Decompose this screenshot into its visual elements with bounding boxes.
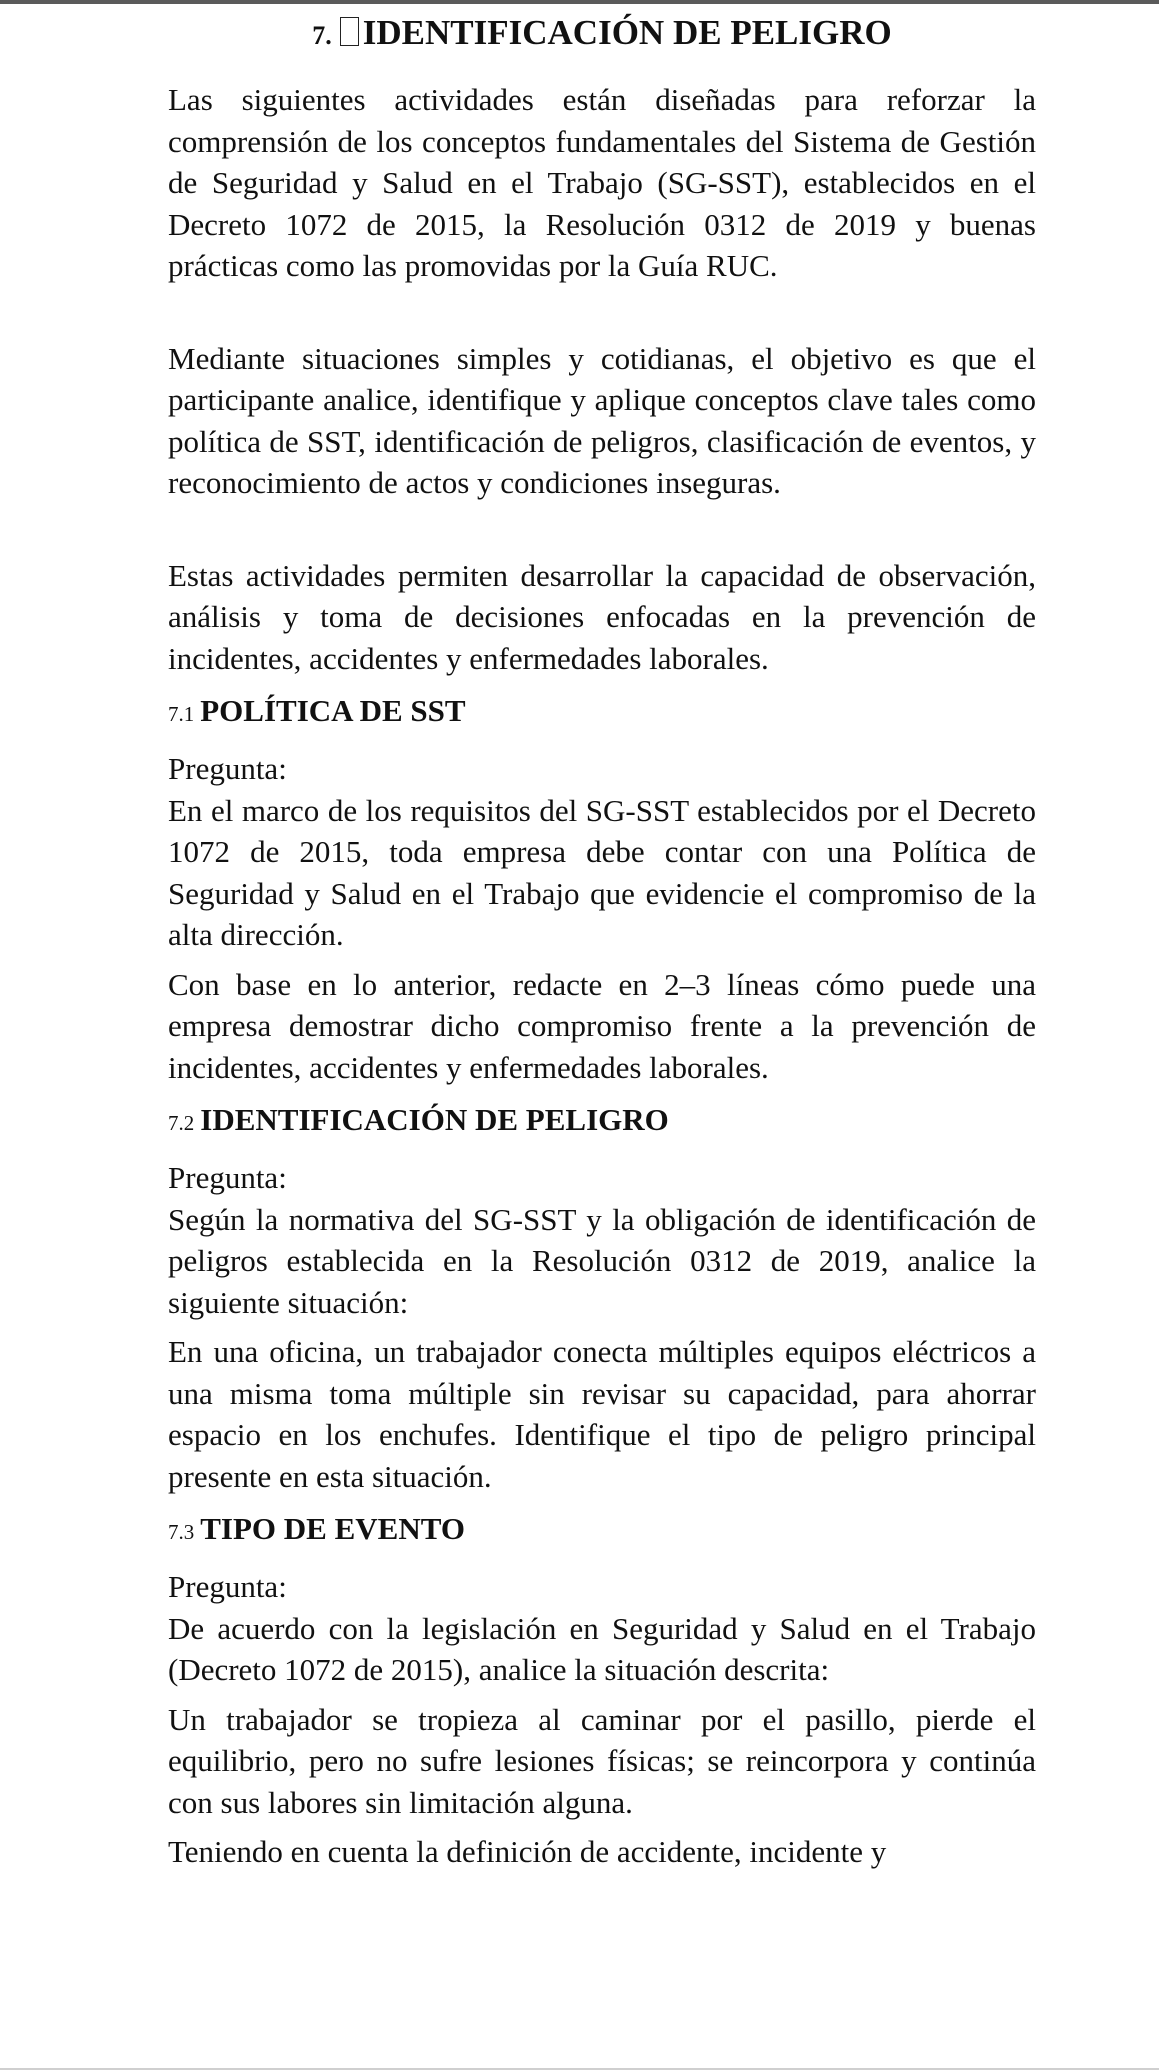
section-paragraph: Teniendo en cuenta la definición de accidente, incidente y <box>168 1834 887 1869</box>
section-title: POLÍTICA DE SST <box>200 693 466 728</box>
section-paragraph: Según la normativa del SG-SST y la obligación de identificación de peligros establecida en la Resolución 0312 de 2019, analice la siguiente situación: <box>168 1201 1036 1320</box>
intro-paragraph-1: Las siguientes actividades están diseñadas para reforzar la comprensión de los conceptos fundamentales del Sistema de Gestión de Seguridad y Salud en el Trabajo (SG-SST), establecidos en el Decreto 1072 de 2015, la Resolución 0312 de 2019 y buenas prácticas como las promovidas por la Guía RUC. <box>168 82 1036 283</box>
top-border <box>0 0 1159 4</box>
section-paragraph: De acuerdo con la legislación en Seguridad y Salud en el Trabajo (Decreto 1072 de 2015), analice la situación descrita: <box>168 1610 1036 1687</box>
intro-paragraph-3: Estas actividades permiten desarrollar la capacidad de observación, análisis y toma de decisiones enfocadas en la prevención de incidentes, accidentes y enfermedades laborales. <box>168 557 1036 676</box>
missing-glyph-box <box>340 17 359 46</box>
main-heading-title: IDENTIFICACIÓN DE PELIGRO <box>362 13 892 52</box>
question-label: Pregunta: <box>168 1569 287 1604</box>
section-heading <box>168 689 1036 736</box>
section-paragraph: Un trabajador se tropieza al caminar por el pasillo, pierde el equilibrio, pero no sufre lesiones físicas; se reincorpora y continúa con sus labores sin limitación alguna. <box>168 1701 1036 1820</box>
document-page <box>168 8 1036 1881</box>
section-paragraph: En una oficina, un trabajador conecta múltiples equipos eléctricos a una misma toma múltiple sin revisar su capacidad, para ahorrar espacio en los enchufes. Identifique el tipo de peligro principal presente en esta situación. <box>168 1334 1036 1494</box>
section-title: IDENTIFICACIÓN DE PELIGRO <box>200 1102 669 1137</box>
section-heading <box>168 1098 1036 1145</box>
question-label: Pregunta: <box>168 1160 287 1195</box>
section-number: 7.3 <box>168 1520 195 1544</box>
question-label: Pregunta: <box>168 751 287 786</box>
section-paragraph: En el marco de los requisitos del SG-SST establecidos por el Decreto 1072 de 2015, toda empresa debe contar con una Política de Seguridad y Salud en el Trabajo que evidencie el compromiso de la alta dirección. <box>168 792 1036 952</box>
section-identificacion-peligro <box>168 1098 1036 1497</box>
section-number: 7.2 <box>168 1111 195 1135</box>
main-heading-number: 7. <box>312 21 332 50</box>
main-heading <box>168 8 1036 61</box>
section-heading <box>168 1507 1036 1554</box>
section-politica-sst <box>168 689 1036 1088</box>
section-paragraph: Con base en lo anterior, redacte en 2–3 líneas cómo puede una empresa demostrar dicho compromiso frente a la prevención de incidentes, accidentes y enfermedades laborales. <box>168 966 1036 1085</box>
intro-paragraph-2: Mediante situaciones simples y cotidianas, el objetivo es que el participante analice, identifique y aplique conceptos clave tales como política de SST, identificación de peligros, clasificación de eventos, y reconocimiento de actos y condiciones inseguras. <box>168 340 1036 500</box>
section-number: 7.1 <box>168 702 195 726</box>
section-title: TIPO DE EVENTO <box>200 1511 465 1546</box>
section-tipo-evento <box>168 1507 1036 1873</box>
